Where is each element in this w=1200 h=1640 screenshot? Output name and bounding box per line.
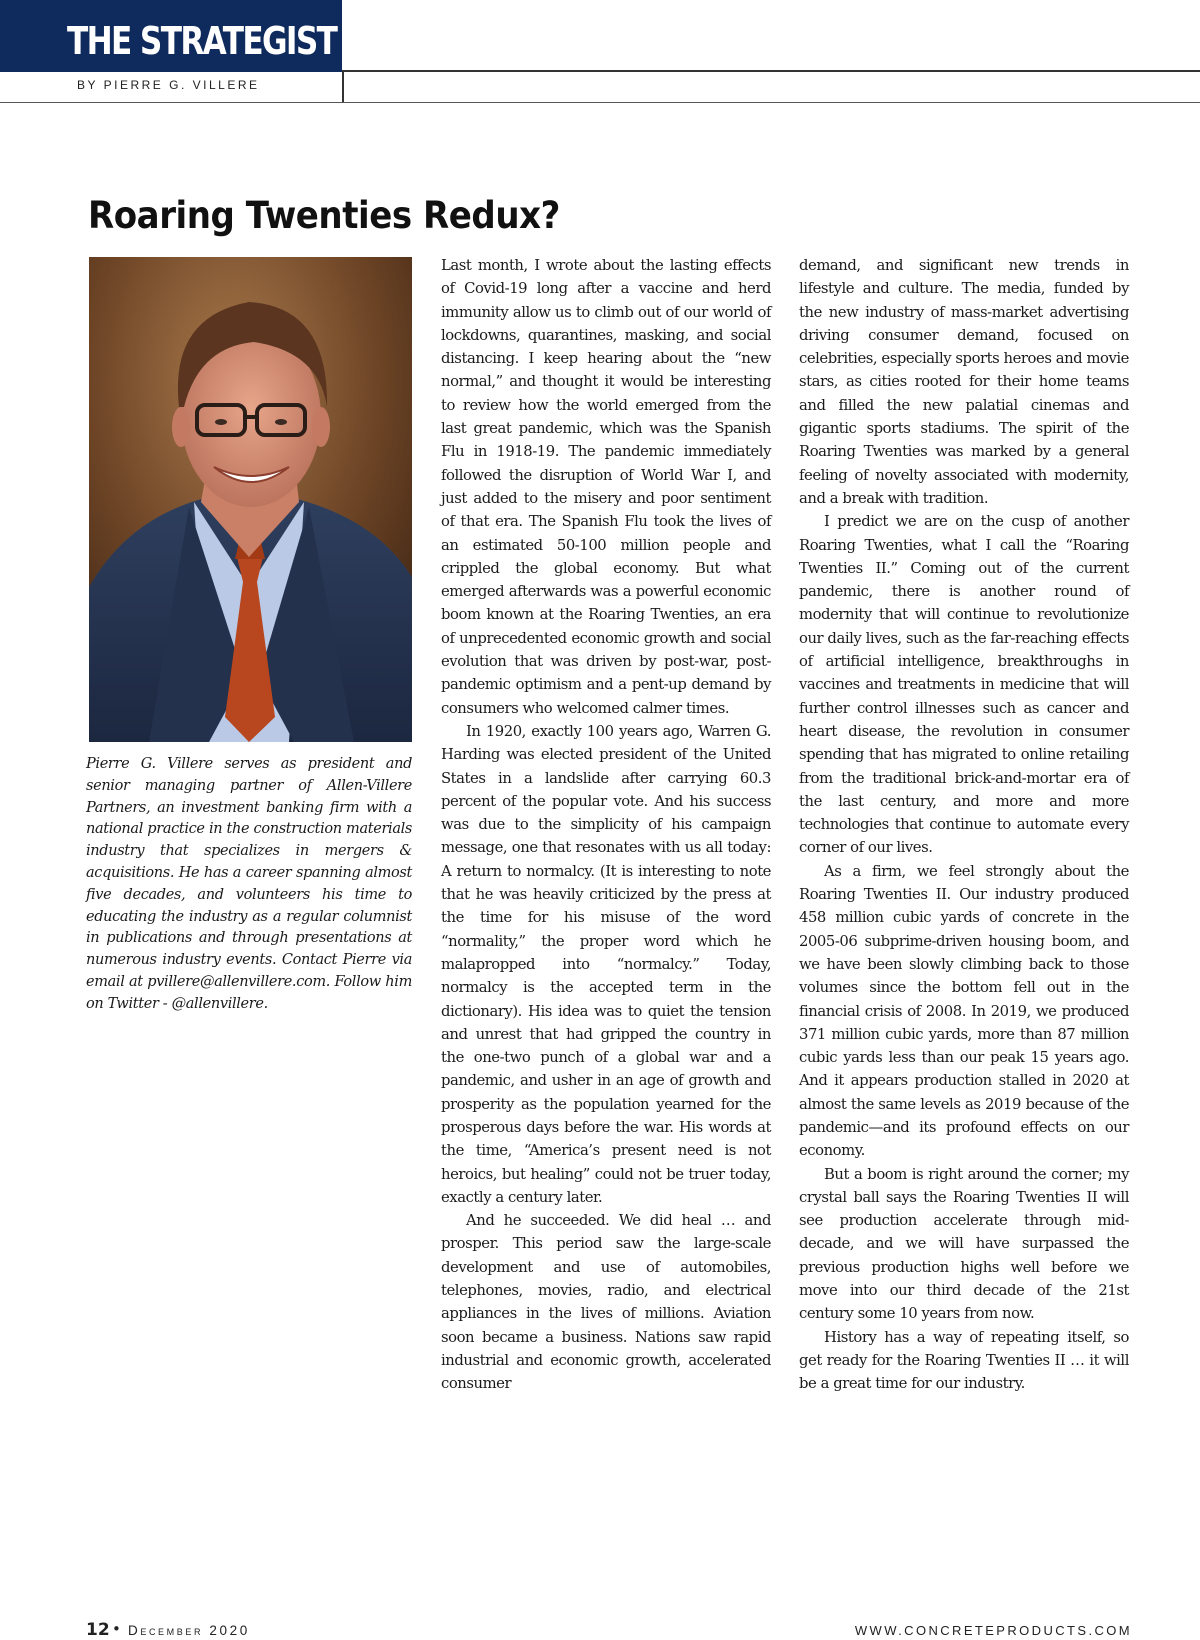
column-byline: BY PIERRE G. VILLERE [77, 78, 260, 92]
article-paragraph: And he succeeded. We did heal … and prosper. This period saw the large-scale development and use of automobiles, telephones, movies, radio, and electrical appliances in the lives of millions. Aviation soon became a business. Nations saw rapid industrial and economic growth, accelerated consumer [441, 1212, 771, 1393]
article-paragraph: I predict we are on the cusp of another Roaring Twenties, what I call the “Roaring Twenties II.” Coming out of the current pandemic, there is another round of modernity that will continue to revolutionize our daily lives, such as the far-reaching effects of artificial intelligence, breakthroughs in vaccines and treatments in medicine that will further control illnesses such as cancer and heart disease, the revolution in consumer spending that has migrated to online retailing from the traditional brick-and-mortar era of the last century, and more and more technologies that continue to automate every corner of our lives. [799, 513, 1129, 857]
article-paragraph: As a firm, we feel strongly about the Roaring Twenties II. Our industry produced 458 million cubic yards of concrete in the 2005-06 subprime-driven housing boom, and we have been slowly climbing back to those volumes since the bottom fell out in the financial crisis of 2008. In 2019, we produced 371 million cubic yards, more than 87 million cubic yards less than our peak 15 years ago. And it appears production stalled in 2020 at almost the same levels as 2019 because of the pandemic—and its profound effects on our economy. [799, 862, 1129, 1160]
column-title: THE STRATEGIST [67, 19, 337, 63]
issue-date: December 2020 [128, 1623, 250, 1638]
article-column-1 [441, 254, 771, 1396]
masthead-rule [342, 70, 1200, 72]
page-number: 12 [86, 1620, 110, 1640]
footer-separator: • [112, 1620, 121, 1638]
article-column-2 [799, 254, 1129, 1396]
article-paragraph: demand, and significant new trends in lifestyle and culture. The media, funded by the new industry of mass-market advertising driving consumer demand, focused on celebrities, especially sports heroes and movie stars, as cities rooted for their home teams and filled the new palatial cinemas and gigantic sports stadiums. The spirit of the Roaring Twenties was marked by a general feeling of novelty associated with modernity, and a break with tradition. [799, 257, 1129, 507]
article-paragraph: But a boom is right around the corner; my crystal ball says the Roaring Twenties II will see production accelerate through mid-decade, and we will have surpassed the previous production highs well before we move into our third decade of the 21st century some 10 years from now. [799, 1165, 1129, 1323]
article-headline: Roaring Twenties Redux? [88, 194, 560, 237]
author-photo [89, 257, 412, 742]
masthead-divider [342, 70, 344, 103]
article-paragraph: History has a way of repeating itself, so get ready for the Roaring Twenties II … it will be a great time for our industry. [799, 1328, 1129, 1393]
publication-website: WWW.CONCRETEPRODUCTS.COM [854, 1623, 1132, 1638]
article-paragraph: In 1920, exactly 100 years ago, Warren G. Harding was elected president of the United States in a landslide after carrying 60.3 percent of the popular vote. And his success was due to the simplicity of his campaign message, one that resonates with us all today: A return to normalcy. (It is interesting to note that he was heavily criticized by the press at the time for his misuse of the word “normality,” the proper word which he malapropped into “normalcy.” Today, normalcy is the accepted term in the dictionary). His idea was to quiet the tension and unrest that had gripped the country in the one-two punch of a global war and a pandemic, and usher in an age of growth and prosperity as the population yearned for the prosperous days before the war. His words at the time, “America’s present need is not heroics, but healing” could not be truer today, exactly a century later. [441, 722, 771, 1206]
author-bio-caption: Pierre G. Villere serves as president and senior managing partner of Allen-Villere Partners, an investment banking firm with a national practice in the construction materials industry that specializes in mergers & acquisitions. He has a career spanning almost five decades, and volunteers his time to educating the industry as a regular columnist in publications and through presentations at numerous industry events. Contact Pierre via email at pvillere@allenvillere.com. Follow him on Twitter - @allenvillere. [86, 756, 412, 1012]
article-paragraph: Last month, I wrote about the lasting effects of Covid-19 long after a vaccine and herd immunity allow us to climb out of our world of lockdowns, quarantines, masking, and social distancing. I keep hearing about the “new normal,” and thought it would be interesting to review how the world emerged from the last great pandemic, which was the Spanish Flu in 1918-19. The pandemic immediately followed the disruption of World War I, and just added to the misery and poor sentiment of that era. The Spanish Flu took the lives of an estimated 50-100 million people and crippled the global economy. But what emerged afterwards was a powerful economic boom known at the Roaring Twenties, an era of unprecedented economic growth and social evolution that was driven by post-war, post-pandemic optimism and a pent-up demand by consumers who welcomed calmer times. [441, 257, 771, 717]
masthead-rule-bottom [0, 102, 1200, 103]
